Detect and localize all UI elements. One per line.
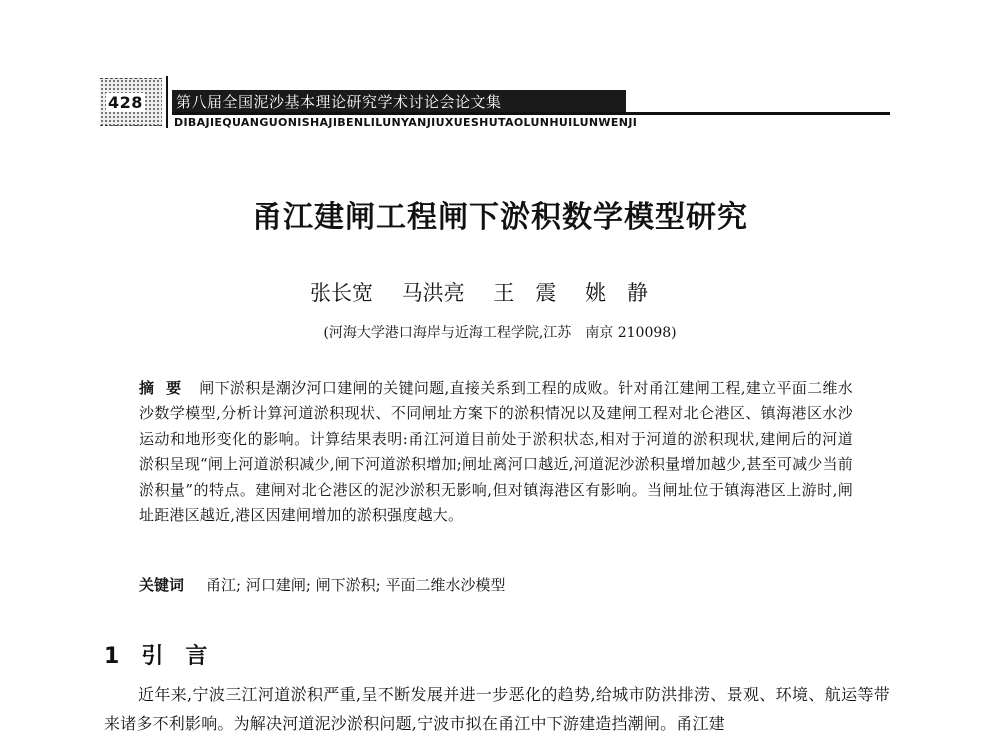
abstract xyxy=(139,376,853,528)
section-title: 引言 xyxy=(141,644,230,669)
author: 姚 静 xyxy=(585,281,649,305)
conference-title-bar xyxy=(172,90,626,112)
keywords xyxy=(139,574,853,595)
page-number-box xyxy=(100,78,162,126)
header-divider xyxy=(166,76,168,128)
running-header xyxy=(100,72,890,130)
header-rule xyxy=(172,112,890,115)
body-paragraph: 近年来,宁波三江河道淤积严重,呈不断发展并进一步恶化的趋势,给城市防洪排涝、景观、环境、航运等带来诸多不利影响。为解决河道泥沙淤积问题,宁波市拟在甬江中下游建造挡潮闸。甬江建 xyxy=(104,685,890,733)
abstract-label: 摘要 xyxy=(139,379,194,397)
keywords-label: 关键词 xyxy=(139,576,185,594)
section-number: 1 xyxy=(104,644,120,669)
conference-pinyin: DIBAJIEQUANGUONISHAJIBENLILUNYANJIUXUESHUTAOLUNHUILUNWENJI xyxy=(174,116,638,129)
paper-title: 甬江建闸工程闸下淤积数学模型研究 xyxy=(252,200,748,235)
keywords-text: 甬江; 河口建闸; 闸下淤积; 平面二维水沙模型 xyxy=(206,576,506,594)
section-heading xyxy=(104,639,229,670)
author-list xyxy=(310,277,670,307)
abstract-text: 闸下淤积是潮汐河口建闸的关键问题,直接关系到工程的成败。针对甬江建闸工程,建立平面二维水沙数学模型,分析计算河道淤积现状、不同闸址方案下的淤积情况以及建闸工程对北仑港区、镇海港区水沙运动和地形变化的影响。计算结果表明:甬江河道目前处于淤积状态,相对于河道的淤积现状,建闸后的河道淤积呈现“闸上河道淤积减少,闸下河道淤积增加;闸址离河口越近,河道泥沙淤积量增加越少,甚至可减少当前淤积量”的特点。建闸对北仑港区的泥沙淤积无影响,但对镇海港区有影响。当闸址位于镇海港区上游时,闸址距港区越近,港区因建闸增加的淤积强度越大。 xyxy=(139,379,853,525)
author: 马洪亮 xyxy=(401,281,465,305)
page-number: 428 xyxy=(108,93,143,112)
affiliation: (河海大学港口海岸与近海工程学院,江苏 南京 210098) xyxy=(323,325,677,341)
author: 张长宽 xyxy=(310,281,373,305)
conference-title: 第八届全国泥沙基本理论研究学术讨论会论文集 xyxy=(176,93,502,111)
author: 王 震 xyxy=(493,281,557,305)
